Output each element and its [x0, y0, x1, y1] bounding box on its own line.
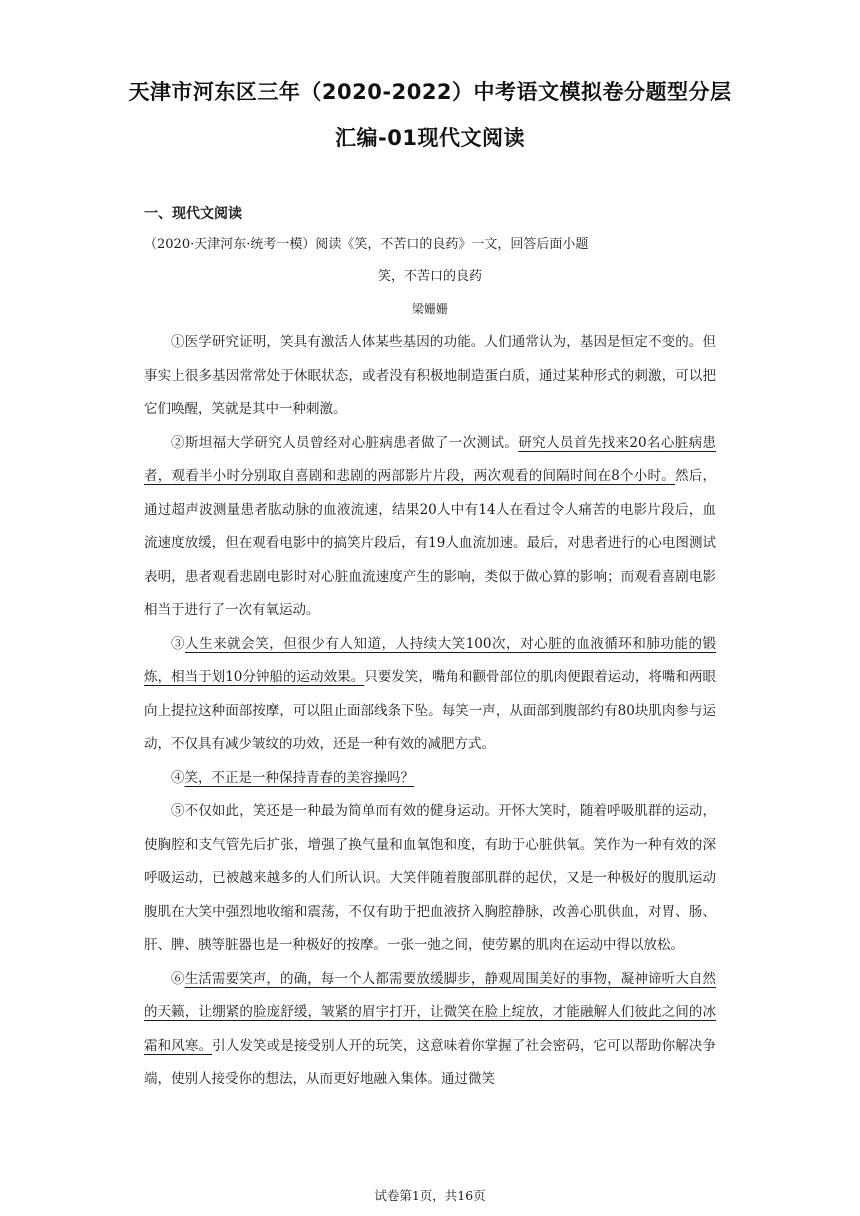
- paragraph-2-underlined: 研究人员首先找来20名心脏病患者，观看半小时分别取自喜剧和悲剧的两部影片片段，两次观看的间隔时间在8个小时。: [144, 434, 716, 484]
- paragraph-4-underlined: 笑，不正是一种保持青春的美容操吗？: [184, 769, 414, 786]
- paragraph-6-text-b: 引人发笑或是接受别人开的玩笑，这意味着你掌握了社会密码，它可以帮助你解决争端，使别人接受你的想法，从而更好地融入集体。通过微笑: [144, 1037, 717, 1087]
- paragraph-4-number: ④: [171, 769, 185, 786]
- paragraph-6: [144, 963, 716, 1097]
- question-source-line: （2020·天津河东·统考一模）阅读《笑，不苦口的良药》一文，回答后面小题: [144, 237, 589, 252]
- article-author: 梁姗姗: [411, 302, 448, 316]
- paragraph-2: [144, 427, 716, 628]
- paragraph-3-underlined: 人生来就会笑，但很少有人知道，人持续大笑100次，对心脏的血液循环和肺功能的锻炼，相当于划10分钟船的运动效果。: [144, 635, 716, 685]
- paragraph-3-text-b: 只要发笑，嘴角和颧骨部位的肌肉便跟着运动，将嘴和两眼向上提拉这种面部按摩，可以阻止面部线条下坠。每笑一声，从面部到腹部约有80块肌肉参与运动，不仅具有减少皱纹的功效，还是一种有效的减肥方式。: [144, 669, 717, 752]
- paragraph-1: [144, 326, 716, 427]
- paragraph-1-text: ①医学研究证明，笑具有激活人体某些基因的功能。人们通常认为，基因是恒定不变的。但事实上很多基因常常处于休眠状态，或者没有积极地制造蛋白质，通过某种形式的刺激，可以把它们唤醒，笑就是其中一种刺激。: [144, 334, 716, 417]
- paragraph-5-text: ⑤不仅如此，笑还是一种最为简单而有效的健身运动。开怀大笑时，随着呼吸肌群的运动，使胸腔和支气管先后扩张，增强了换气量和血氧饱和度，有助于心脏供氧。笑作为一种有效的深呼吸运动，已被越来越多的人们所认识。大笑伴随着腹部肌群的起伏，又是一种极好的腹肌运动腹肌在大笑中强烈地收缩和震荡，不仅有助于把血液挤入胸腔静脉，改善心肌供血，对胃、肠、肝、脾、胰等脏器也是一种极好的按摩。一张一弛之间，使劳累的肌肉在运动中得以放松。: [144, 803, 716, 953]
- article-title: 笑，不苦口的良药: [377, 269, 482, 284]
- article-body: [144, 326, 716, 1097]
- paragraph-2-text-a: ②斯坦福大学研究人员曾经对心脏病患者做了一次测试。: [171, 434, 519, 451]
- paragraph-3-number: ③: [171, 635, 186, 652]
- document-title-line-1: 天津市河东区三年（2020-2022）中考语文模拟卷分题型分层: [128, 80, 732, 104]
- document-title-line-2: 汇编-01现代文阅读: [335, 126, 525, 150]
- section-heading: 一、现代文阅读: [144, 206, 242, 222]
- paragraph-6-number: ⑥: [171, 970, 185, 987]
- paragraph-3: [144, 628, 716, 762]
- paragraph-6-underlined: 生活需要笑声，的确，每一个人都需要放缓脚步，静观周围美好的事物，凝神谛听大自然的天籁，让绷紧的脸庞舒缓，皱紧的眉宇打开，让微笑在脸上绽放，才能融解人们彼此之间的冰霜和风寒。: [144, 970, 717, 1054]
- paragraph-5: [144, 795, 716, 963]
- paragraph-2-text-b: 然后，通过超声波测量患者肱动脉的血液流速，结果20人中有14人在看过令人痛苦的电影片段后，血流速度放缓，但在观看电影中的搞笑片段后，有19人血流加速。最后，对患者进行的心电图测试表明，患者观看悲剧电影时对心脏血流速度产生的影响，类似于做心算的影响；而观看喜剧电影相当于进行了一次有氧运动。: [144, 468, 716, 618]
- paragraph-4: [144, 762, 716, 796]
- page-footer: 试卷第1页，共16页: [374, 1188, 486, 1203]
